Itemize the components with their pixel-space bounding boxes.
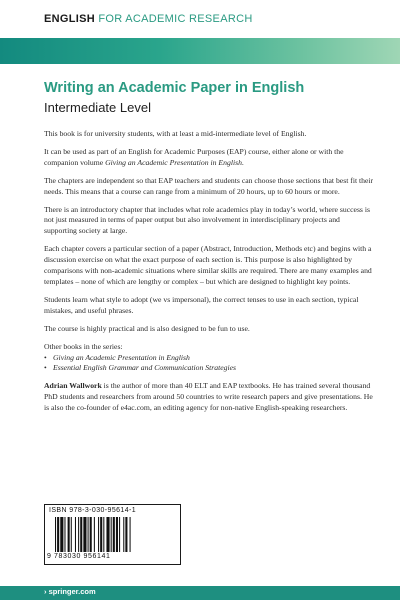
barcode-bar (88, 517, 89, 552)
blurb-text: . (241, 157, 244, 167)
barcode-bar (116, 517, 118, 552)
author-bio (44, 381, 374, 414)
blurb-paragraph: Students learn what style to adopt (we vs impersonal), the correct tenses to use in each section, typical mistakes, and useful phrases. (44, 294, 359, 315)
barcode-bars (55, 517, 173, 552)
barcode-bar (68, 517, 70, 552)
author-name: Adrian Wallwork (44, 381, 102, 391)
book-title-item: Essential English Grammar and Communication Strategies (53, 363, 237, 373)
barcode (44, 504, 181, 565)
blurb-paragraph (44, 147, 374, 169)
isbn-label: ISBN 978-3-030-95614-1 (49, 507, 137, 514)
barcode-bar (113, 517, 115, 552)
barcode-bar (103, 517, 104, 552)
barcode-bar (55, 517, 56, 552)
blurb-paragraph: There is an introductory chapter that includes what role academics play in today’s world, where success is not just measured in terms of paper output but also involvement in interdisciplinary projects and supporting society at large. (44, 204, 370, 236)
barcode-bar (60, 517, 63, 552)
series-header (0, 0, 400, 38)
barcode-bar (100, 517, 102, 552)
publisher-url[interactable]: › springer.com (44, 587, 96, 596)
barcode-bar (125, 517, 127, 552)
series-name (44, 13, 253, 25)
barcode-bar (119, 517, 120, 552)
barcode-bar (106, 517, 109, 552)
series-name-rest: FOR ACADEMIC RESEARCH (95, 13, 253, 25)
blurb (44, 129, 374, 421)
series-name-bold: ENGLISH (44, 13, 95, 25)
barcode-bar (94, 517, 95, 552)
book-title-item: Giving an Academic Presentation in English (53, 352, 190, 362)
barcode-bar (80, 517, 82, 552)
barcode-bar (64, 517, 65, 552)
barcode-bar (90, 517, 92, 552)
color-band (0, 38, 400, 64)
barcode-bar (98, 517, 99, 552)
barcode-bar (123, 517, 124, 552)
other-books-list (44, 353, 374, 375)
barcode-bar (71, 517, 72, 552)
blurb-paragraph: The course is highly practical and is also designed to be fun to use. (44, 323, 250, 333)
book-title: Writing an Academic Paper in English (44, 80, 305, 96)
barcode-bar (57, 517, 59, 552)
blurb-paragraph: This book is for university students, with at least a mid-intermediate level of English. (44, 129, 307, 138)
blurb-paragraph: The chapters are independent so that EAP teachers and students can choose those sections that best fit their needs. This means that a course can range from a minimum of 20 hours, up to 60 hours or more. (44, 175, 374, 196)
blurb-text: It can be used as part of an English for Academic Purposes (EAP) course, either alone or with the companion volume (44, 146, 344, 167)
author-bio-text: is the author of more than 40 ELT and EAP textbooks. He has trained several thousand PhD students and researchers from around 50 countries to write research papers and give presentations. He is also the co-founder of e4ac.com, an editing agency for non-native English-speaking researchers. (44, 381, 373, 413)
blurb-paragraph: Each chapter covers a particular section of a paper (Abstract, Introduction, Methods etc) and begins with a discussion exercise on what the exact purpose of each section is. This purpose is also highlighted by comparisons with non-academic situations where similar skills are required. There are many examples and templates – none of which are lengthy or complex – but which are designed to highlight key points. (44, 244, 372, 286)
book-subtitle: Intermediate Level (44, 100, 151, 115)
list-item (44, 353, 374, 364)
barcode-bar (111, 517, 112, 552)
barcode-bar (75, 517, 76, 552)
barcode-bar (130, 517, 131, 552)
list-item (44, 363, 374, 374)
companion-volume-title: Giving an Academic Presentation in English (105, 157, 242, 167)
barcode-bar (78, 517, 79, 552)
barcode-bar (83, 517, 86, 552)
other-books-heading: Other books in the series: (44, 341, 123, 351)
barcode-number: 9 783030 956141 (47, 553, 111, 560)
